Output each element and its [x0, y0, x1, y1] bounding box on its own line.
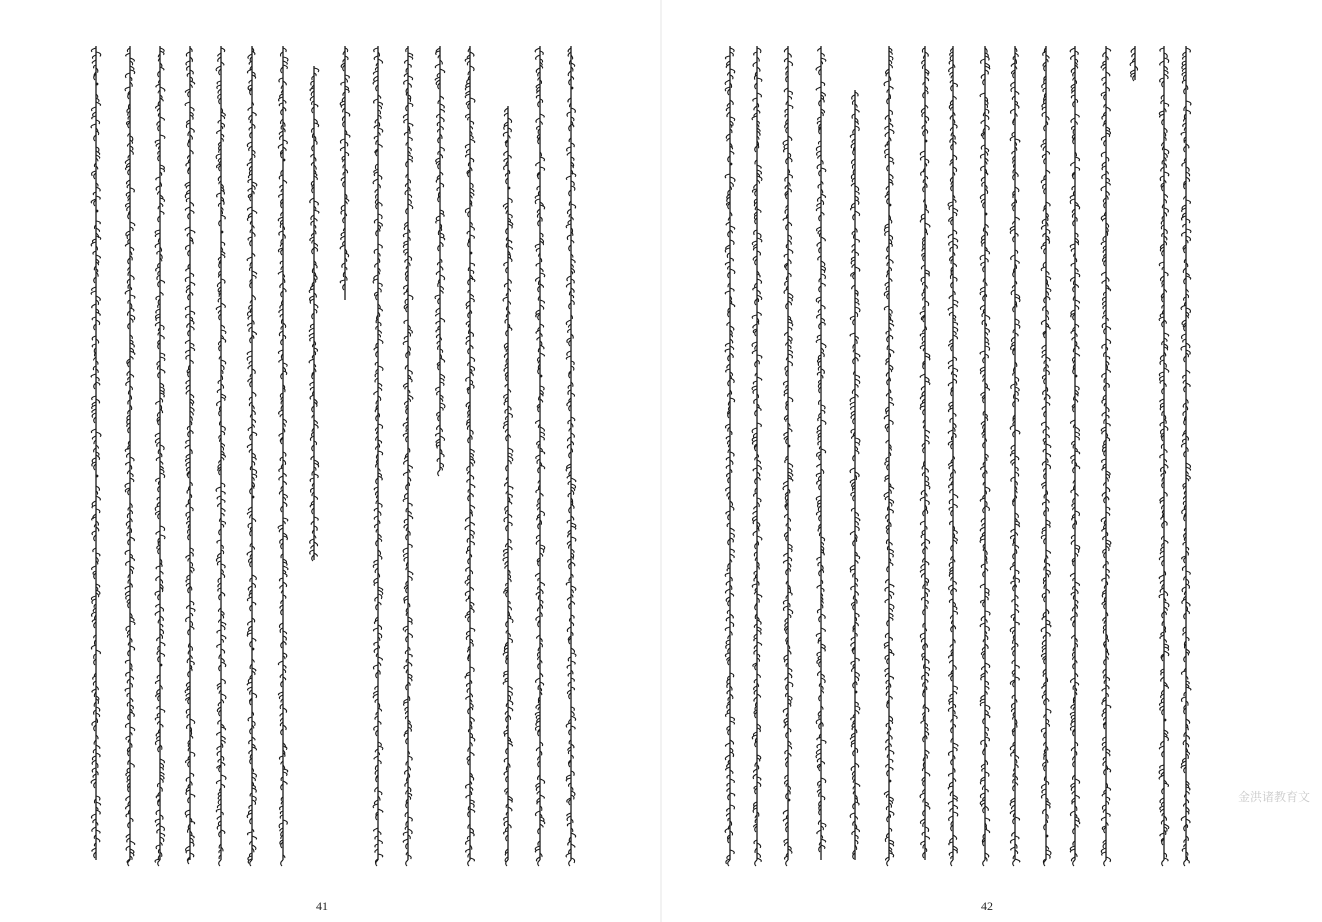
right-page [661, 0, 1322, 922]
text-column [435, 46, 445, 476]
text-column [1010, 46, 1020, 866]
text-column [725, 46, 735, 866]
text-column [91, 46, 101, 860]
text-column [340, 46, 350, 300]
text-column [884, 46, 894, 866]
text-column [1101, 46, 1111, 866]
text-column [185, 46, 195, 864]
text-column [278, 46, 288, 866]
text-column [816, 46, 826, 860]
text-column [1130, 46, 1137, 81]
text-column [850, 90, 860, 860]
text-column [980, 46, 990, 866]
text-column [155, 46, 165, 866]
text-column [247, 46, 257, 866]
text-column [920, 46, 930, 860]
right-page-text-columns [661, 0, 1322, 922]
text-column [1041, 46, 1051, 866]
text-column [1159, 46, 1169, 866]
text-column [1181, 46, 1191, 866]
text-column [752, 46, 762, 866]
text-column [535, 46, 545, 866]
text-column [783, 46, 793, 866]
text-column [216, 46, 226, 866]
text-column [948, 46, 958, 866]
watermark: 金洪诸教育文 [1237, 790, 1310, 804]
right-page-number: 42 [981, 899, 993, 913]
text-column [373, 46, 383, 866]
text-column [1070, 46, 1080, 866]
left-page-number: 41 [316, 899, 328, 913]
text-column [403, 46, 413, 866]
text-column [465, 46, 475, 866]
text-column [309, 66, 319, 561]
text-column [125, 46, 135, 866]
text-column [566, 46, 576, 866]
text-column [503, 106, 513, 866]
